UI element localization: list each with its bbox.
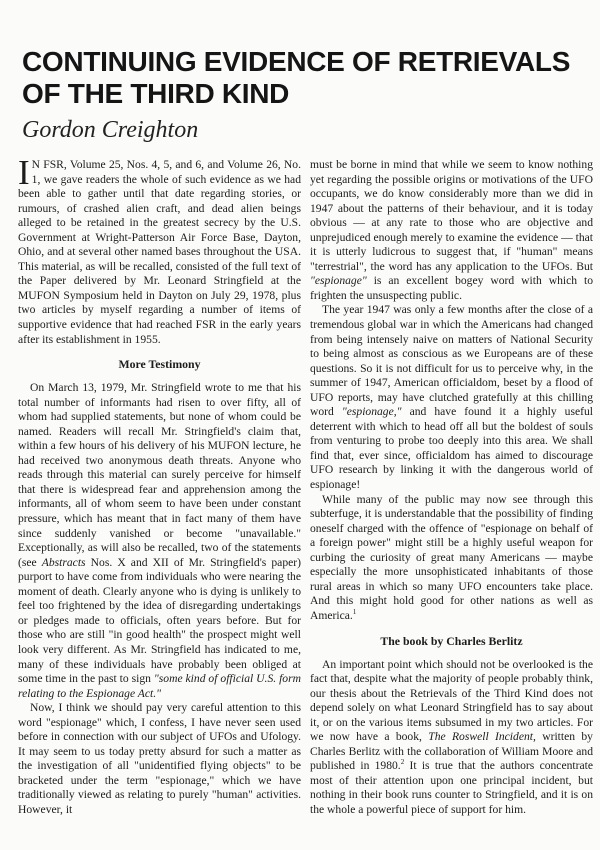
text-run: Nos. X and XII of Mr. Stringfield's paper) purport to have come from individuals who were nearing the moment of death. Clearly anyone who is dying is unlikely to feel too frightened by the idea of disregarding undertakings or pledges made to officials, often years before. But for those who are still "in good health" the prospect might well look very different. As Mr. Stringfield has indicated to me, many of these individuals have probably been obliged at some time in the past to sign <box>18 555 301 686</box>
paragraph-intro <box>18 153 301 347</box>
footnote-ref-1: 1 <box>352 608 357 617</box>
text-run: It is true that the authors concentrate most of their attention upon one principal incident, but nothing in their book runs counter to Stringfield, and it is on the whole a powerful piece of support for him. <box>310 759 593 816</box>
paragraph-1947 <box>310 303 593 492</box>
italic-run: "espionage," <box>341 405 402 419</box>
italic-run: "espionage" <box>310 274 367 288</box>
footnote-ref-2: 2 <box>400 758 405 767</box>
text-run: must be borne in mind that while we seem to know nothing yet regarding the possible origins or motivations of the UFO occupants, we do know considerably more than we did in 1947 about the patterns of their behaviour, and it is today obvious — at any rate to those who are objective and unprejudiced enough merely to examine the evidence — that it is utterly ludicrous to suggest that, if "human" means "terrestrial", the word has any application to the UFOs. But <box>310 158 593 273</box>
italic-run: Abstracts <box>41 555 86 569</box>
paragraph-continuation <box>310 158 593 303</box>
paragraph-berlitz <box>310 658 593 818</box>
book-title: The Roswell Incident, <box>428 730 536 744</box>
right-column <box>310 158 593 818</box>
text-run: An important point which should not be overlooked is the fact that, despite what the majority of people probably think, our thesis about the Retrievals of the Third Kind does not depend solely on what Leonard Stringfield has to say about it, or on the various items subsumed in my two articles. For we now have a book, <box>310 657 593 744</box>
section-heading-berlitz: The book by Charles Berlitz <box>380 633 523 648</box>
text-run: While many of the public may now see through this subterfuge, it is understandable that the possibility of finding oneself charged with the offence of "espionage on behalf of a foreign power" might still be a highly useful weapon for curbing the curiosity of great many Americans — maybe especially the more unsophisticated inhabitants of those rural areas in which so many UFO encounters take place. And this might hold good for other nations as well as America. <box>310 492 593 622</box>
left-column <box>18 153 301 818</box>
paragraph-subterfuge <box>310 493 593 624</box>
article-title: CONTINUING EVIDENCE OF RETRIEVALS OF THE THIRD KIND <box>22 46 571 109</box>
text-run: The year 1947 was only a few months after the close of a tremendous global war in which the Americans had changed from being intensely naive on matters of National Security to being almost as conscious as we Europeans are of these questions. So it is not difficult for us to perceive why, in the summer of 1947, American officialdom, beset by a flood of UFO reports, may have clutched gratefully at this chilling word <box>310 303 593 419</box>
text-run: written by Charles Berlitz with the collaboration of William Moore and published in 1980. <box>310 730 593 773</box>
paragraph-espionage: Now, I think we should pay very careful attention to this word "espionage" which, I confess, I have never seen used before in connection with our subject of UFOs and Ufology. It may seem to us today pretty absurd for such a matter as the investigation of all "unidentified flying objects" to be bracketed under the term "espionage," which we have traditionally viewed as relating to purely "human" activities. However, it <box>18 701 301 816</box>
italic-quote: "some kind of official U.S. form relating to the Espionage Act." <box>18 672 301 700</box>
article-author: Gordon Creighton <box>22 117 199 143</box>
section-heading-more-testimony: More Testimony <box>118 357 201 372</box>
drop-cap: I <box>18 153 30 192</box>
paragraph-intro-text: N FSR, Volume 25, Nos. 4, 5, and 6, and Volume 26, No. 1, we gave readers the whole of such evidence as we had been able to gather until that date regarding stories, or rumours, of crashed alien craft, and dead alien beings alleged to be retained in the greatest secrecy by the U.S. Government at Wright-Patterson Air Force Base, Dayton, Ohio, and at several other named bases throughout the USA. This material, as will be recalled, consisted of the full text of the Paper delivered by Mr. Leonard Stringfield at the MUFON Symposium held in Dayton on July 29, 1978, plus two articles by myself regarding a number of items of supportive evidence that had reached FSR in the early years after its establishment in 1955. <box>18 158 301 346</box>
text-run: On March 13, 1979, Mr. Stringfield wrote to me that his total number of informants had risen to over fifty, all of whom had supplied statements, but none of whom could be named. Readers will recall Mr. Stringfield's claim that, within a few hours of his delivery of his MUFON lecture, he had received two anonymous death threats. Anyone who reads through this material can surely perceive for himself that there is widespread fear and apprehension among the informants, all of whom seem to have been under constant pressure, which has meant that in fact many of them have since suddenly vanished or become "unavailable." Exceptionally, as will also be recalled, two of the statements (see <box>18 381 301 569</box>
paragraph-testimony <box>18 381 301 701</box>
text-run: is an excellent bogey word with which to frighten the unsuspecting public. <box>310 274 593 302</box>
text-run: and have found it a highly useful deterrent with which to head off all but the boldest of souls from venturing to probe too deeply into this area. We shall find that, ever since, officialdom has aimed to discourage UFO research by linking it with the dangerous world of espionage! <box>310 405 594 492</box>
